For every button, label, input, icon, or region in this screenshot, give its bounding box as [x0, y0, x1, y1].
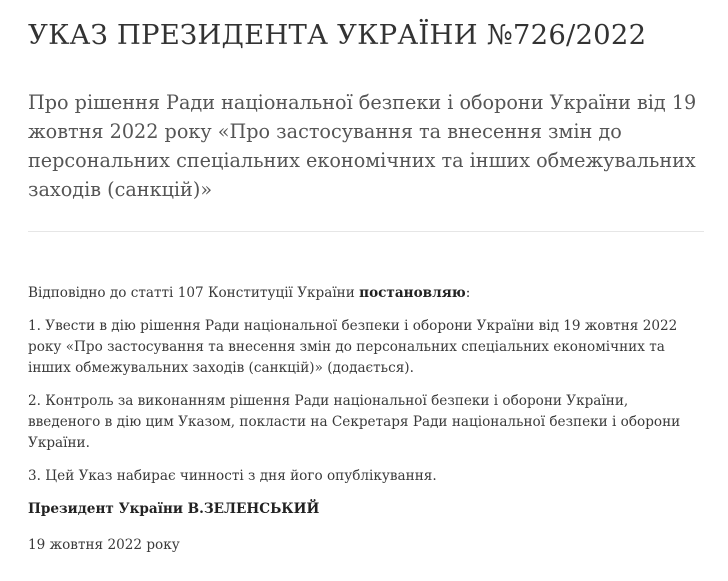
intro-bold: постановляю [359, 285, 466, 301]
intro-paragraph [28, 283, 704, 304]
decree-date: 19 жовтня 2022 року [28, 537, 180, 553]
divider [28, 231, 704, 232]
decree-body [28, 283, 704, 568]
decree-item-2: 2. Контроль за виконанням рішення Ради національної безпеки і оборони України, введеного в дію цим Указом, покласти на Секретаря Ради національної безпеки і оборони України. [28, 393, 681, 451]
decree-item-3: 3. Цей Указ набирає чинності з дня його опублікування. [28, 468, 437, 484]
decree-item-1: 1. Увести в дію рішення Ради національної безпеки і оборони України від 19 жовтня 2022 року «Про застосування та внесення змін до персональних спеціальних економічних та інших обмежувальних заходів (санкцій)» (додається). [28, 318, 678, 376]
intro-text: Відповідно до статті 107 Конституції України [28, 285, 360, 301]
signature: Президент України В.ЗЕЛЕНСЬКИЙ [28, 501, 320, 517]
intro-end: : [465, 285, 471, 301]
decree-subtitle: Про рішення Ради національної безпеки і оборони України від 19 жовтня 2022 року «Про застосування та внесення змін до персональних спеціальних економічних та інших обмежувальних заходів (санкцій)» [28, 91, 697, 201]
page-title: УКАЗ ПРЕЗИДЕНТА УКРАЇНИ №726/2022 [28, 19, 647, 51]
